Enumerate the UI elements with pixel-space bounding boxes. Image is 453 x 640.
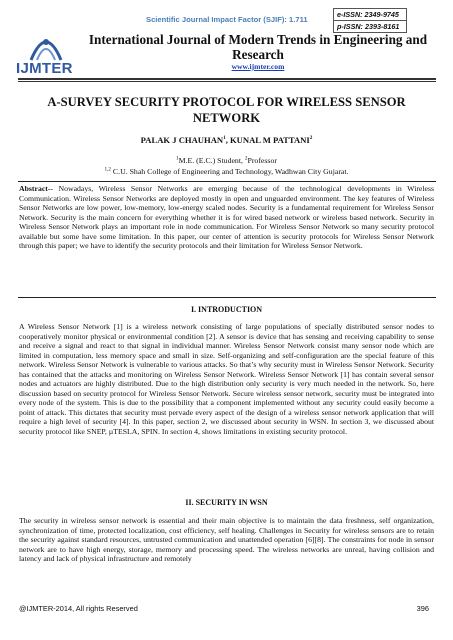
abstract-label: Abstract--: [19, 184, 54, 193]
logo-text: IJMTER: [16, 60, 73, 77]
author-1-sup: 1: [223, 135, 226, 142]
journal-title: International Journal of Modern Trends in Engineering and Research: [88, 32, 428, 62]
author-2: , KUNAL M PATTANI: [225, 135, 310, 145]
affil-role-professor: Professor: [247, 156, 277, 165]
paper-title: A-SURVEY SECURITY PROTOCOL FOR WIRELESS SENSOR NETWORK: [47, 95, 406, 125]
introduction-paragraph: A Wireless Sensor Network [1] is a wireless network consisting of large populations of specially distributed sensor nodes to cooperatively monitor physical or environmental condition [2]. A sensor is device that has sensing and receiving capability to sense and receive a signal and react to that signal in individual manner. Wireless Sensor Network consist many sensor node which are limited in computation, less memory space and small in size. Self-organizing and self-configuration are the special feature of this network. Wireless Sensor Network is vulnerable to various attacks. So that’s why security must in Wireless Sensor Network. Security has contained that the attacks and monitoring on Wireless Sensor Network. Wireless Sensor Network [1] has contain several sensor nodes and actuators are highly distributed. Due to the high distribution only security is very much needed in the network. So, here discussion based on security protocol for Wireless Sensor Network. Secure wireless sensor network, security must be integrated into every node of the system. This is due to the possibility that a component implemented without any security could easily become a point of attack. This dictates that security must pervade every aspect of the design of a wireless sensor network application that will require a high level of security [4]. In this paper, section 2, we discussed about security in WSN. In section 3, we discussed about security protocol like SNEP, µTESLA, SPIN. In section 4, shows limitations in existing security protocol.: [19, 322, 434, 437]
affiliation-roles: [30, 156, 423, 165]
affil-role-sup-1: 1: [176, 155, 179, 162]
header-rule-thin: [18, 81, 436, 82]
affil-role-sup-2: 2: [244, 155, 248, 162]
section-heading-introduction: I. INTRODUCTION: [190, 305, 263, 314]
logo-arc-icon: [28, 32, 64, 62]
affil-institution-text: C.U. Shah College of Engineering and Technology, Wadhwan City Gujarat.: [110, 167, 349, 176]
abstract-text: Nowadays, Wireless Sensor Networks are emerging because of the technological developments in Wireless Communication. Wireless Sensor Networks are deployed mostly in open and unguarded environment. The key features of Wireless Sensor Networks are low power, low-memory, low-energy scaled nodes. Security is a fundamental requirement for Wireless Sensor Network. Security is the main concern for everything whether it is for wired based network or wireless based network. Security in Wireless Sensor Network plays an important role in node communication. For Wireless Sensor Network so many security protocol available but some have some limitation. In this paper, our center of attention is security protocols for Wireless Sensor Network through this paper; we have to identify the security protocols and their limitation for Wireless Sensor Network.: [19, 184, 434, 251]
authors-line: [30, 135, 423, 145]
security-paragraph: The security in wireless sensor network is essential and their main objective is to maintain the data freshness, self organization, synchronization of time, protected localization, cost efficiency, self healing. Challenges in Security for wireless sensors are to retain the security against standard resources, untrusted communication and unattended operation [6][8]. The constraints for node in sensor network are to have high energy, storage, memory and processing speed. The wireless networks are unreal, having collision and latency and lack of physical infrastructure and remotely: [19, 516, 434, 564]
sjif-label: Scientific Journal Impact Factor (SJIF): 1.711: [146, 15, 308, 24]
affil-inst-sup: 1,2: [104, 166, 111, 173]
header-rule: [18, 78, 436, 80]
footer-page-number: 396: [416, 604, 429, 613]
affil-role-student: M.E. (E.C.) Student,: [178, 156, 245, 165]
issn-box: [333, 8, 407, 33]
journal-url[interactable]: www.ijmter.com: [231, 62, 285, 71]
eissn-label: e-ISSN: 2349-9745: [337, 10, 399, 19]
affiliation-institution: [30, 167, 423, 176]
journal-logo: [16, 32, 76, 78]
pissn-label: p-ISSN: 2393-8161: [334, 20, 406, 32]
abstract-top-rule: [18, 181, 436, 182]
section-heading-security: II. SECURITY IN WSN: [185, 498, 268, 507]
author-1: PALAK J CHAUHAN: [140, 135, 224, 145]
author-2-sup: 2: [309, 135, 313, 142]
abstract-bottom-rule: [18, 297, 436, 298]
abstract-paragraph: [19, 184, 434, 251]
footer-copyright: @IJMTER-2014, All rights Reserved: [19, 604, 138, 613]
